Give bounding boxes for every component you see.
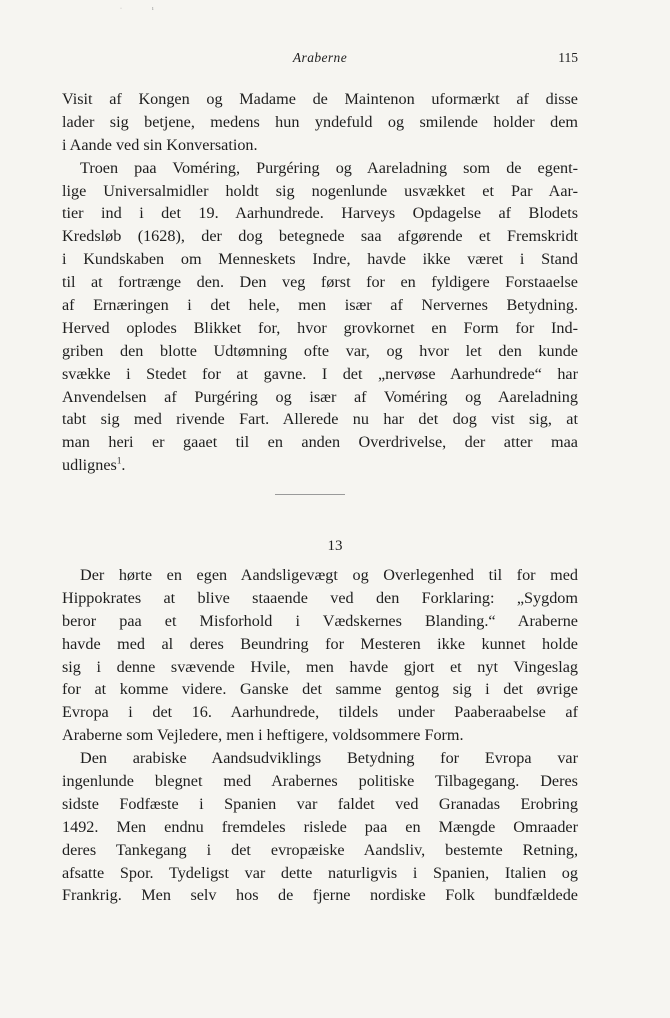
footnote-marker: 1 xyxy=(116,455,122,466)
text-block-lower xyxy=(62,564,578,907)
text-line: Evropa i det 16. Aarhundrede, tildels under Paaberaabelse af xyxy=(62,703,578,722)
text-block-upper xyxy=(62,88,578,477)
text-line: Kredsløb (1628), der dog betegnede saa afgørende et Fremskridt xyxy=(62,227,578,246)
text-line: lader sig betjene, medens hun yndefuld og smilende holder dem xyxy=(62,112,578,131)
section-divider xyxy=(275,494,345,495)
text-line: Der hørte en egen Aandsligevægt og Overlegenhed til for med xyxy=(80,566,578,584)
text-line: sidste Fodfæste i Spanien var faldet ved Granadas Erobring xyxy=(62,794,578,813)
text-line: tabt sig med rivende Fart. Allerede nu har det dog vist sig, at xyxy=(62,410,578,429)
text-line: 1492. Men endnu fremdeles rislede paa en Mængde Omraader xyxy=(62,817,578,836)
page-number: 115 xyxy=(558,50,578,65)
text-line: ingenlunde blegnet med Arabernes politiske Tilbagegang. Deres xyxy=(62,772,578,791)
text-line: Hippokrates at blive staaende ved den Forklaring: „Sygdom xyxy=(62,588,578,607)
text-line: Araberne som Vejledere, men i heftigere, voldsommere Form. xyxy=(62,726,464,745)
text-line: Visit af Kongen og Madame de Maintenon uformærkt af disse xyxy=(62,90,578,108)
text-line: beror paa et Misforhold i Vædskernes Blanding.“ Araberne xyxy=(62,611,578,630)
text-line-fragment: udlignes xyxy=(62,456,117,475)
text-line: tier ind i det 19. Aarhundrede. Harveys Opdagelse af Blodets xyxy=(62,204,578,223)
running-head-title: Araberne xyxy=(292,50,348,65)
text-line: sig i denne svævende Hvile, men havde gjort et nyt Vingeslag xyxy=(62,657,578,676)
text-line: lige Universalmidler holdt sig nogenlunde usvækket et Par Aar- xyxy=(62,181,578,200)
text-line: Anvendelsen af Purgéring og især af Voméring og Aareladning xyxy=(62,387,578,406)
text-line: svække i Stedet for at gavne. I det „nervøse Aarhundrede“ har xyxy=(62,364,578,383)
text-line: afsatte Spor. Tydeligst var dette naturligvis i Spanien, Italien og xyxy=(62,863,578,882)
text-line: af Ernæringen i det hele, men især af Nervernes Betydning. xyxy=(62,296,578,315)
text-line: i Aande ved sin Konversation. xyxy=(62,135,258,154)
text-line: griben den blotte Udtømning ofte var, og hvor let den kunde xyxy=(62,341,578,360)
text-line: i Kundskaben om Menneskets Indre, havde ikke været i Stand xyxy=(62,250,578,269)
scan-specks: ·ı xyxy=(120,6,184,12)
text-line: Herved oplodes Blikket for, hvor grovkornet en Form for Ind- xyxy=(62,318,578,337)
text-line: Frankrig. Men selv hos de fjerne nordiske Folk bundfældede xyxy=(62,886,578,905)
section-number: 13 xyxy=(327,538,343,554)
text-line: havde med al deres Beundring for Mesteren ikke kunnet holde xyxy=(62,634,578,653)
text-line: Troen paa Voméring, Purgéring og Aareladning som de egent- xyxy=(80,158,578,177)
text-line-final xyxy=(62,454,578,477)
line-period: . xyxy=(121,456,126,475)
text-line: til at fortrænge den. Den veg først for en fyldigere Forstaaelse xyxy=(62,273,578,292)
text-line: deres Tankegang i det evropæiske Aandsliv, bestemte Retning, xyxy=(62,840,578,859)
text-line: man heri er gaaet til en anden Overdrivelse, der atter maa xyxy=(62,433,578,452)
text-line: for at komme videre. Ganske det samme gentog sig i det øvrige xyxy=(62,680,578,699)
running-head xyxy=(62,50,578,72)
text-line: Den arabiske Aandsudviklings Betydning for Evropa var xyxy=(80,749,578,768)
